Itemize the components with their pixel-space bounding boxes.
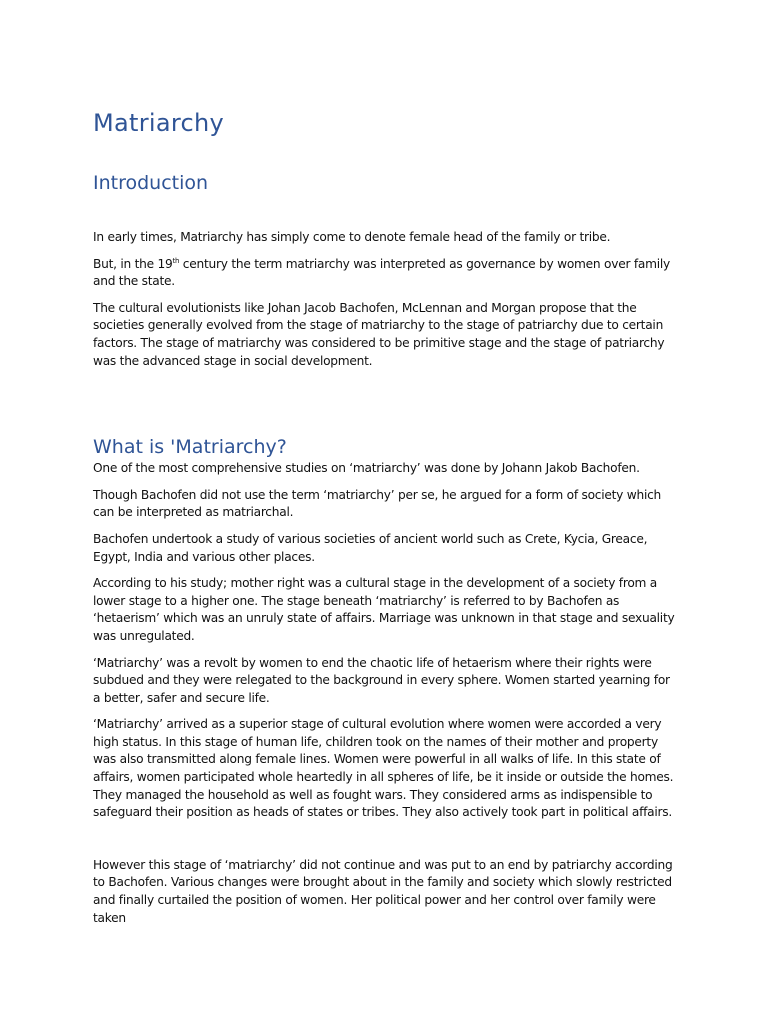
what-paragraph-5: ‘Matriarchy’ was a revolt by women to end the chaotic life of hetaerism where their rights were subdued and they were relegated to the background in every sphere. Women started yearning for a better, safer and secure life. (93, 655, 670, 705)
ordinal-superscript: th (172, 256, 180, 265)
intro-paragraph-3: The cultural evolutionists like Johan Jacob Bachofen, McLennan and Morgan propose that the societies generally evolved from the stage of matriarchy to the stage of patriarchy due to certain factors. The stage of matriarchy was considered to be primitive stage and the stage of patriarchy was the advanced stage in social development. (93, 300, 665, 368)
intro-paragraph-2-end: century the term matriarchy was interpreted as governance by women over family and the state. (93, 256, 670, 289)
document-title: Matriarchy (93, 109, 225, 137)
what-paragraph-4: According to his study; mother right was a cultural stage in the development of a society from a lower stage to a higher one. The stage beneath ‘matriarchy’ is referred to by Bachofen as ‘hetaerism’ which was an unruly state of affairs. Marriage was unknown in that stage and sexuality was unregulated. (93, 576, 675, 643)
what-paragraph-1: One of the most comprehensive studies on ‘matriarchy’ was done by Johann Jakob Bachofen. (93, 461, 640, 476)
what-paragraph-3: Bachofen undertook a study of various societies of ancient world such as Crete, Kycia, Greace, Egypt, India and various other places. (93, 531, 648, 564)
what-paragraph-7: However this stage of ‘matriarchy’ did not continue and was put to an end by patriarchy according to Bachofen. Various changes were brought about in the family and society which slowly restricted and finally curtailed the position of women. Her political power and her control over family were taken (93, 857, 673, 925)
document-body (93, 106, 675, 936)
what-is-matriarchy-heading: What is 'Matriarchy? (93, 436, 287, 459)
intro-paragraph-2 (93, 256, 675, 291)
intro-paragraph-2-start: But, in the 19 (93, 256, 173, 271)
intro-paragraph-1: In early times, Matriarchy has simply come to denote female head of the family or tribe. (93, 230, 611, 244)
what-paragraph-6: ‘Matriarchy’ arrived as a superior stage of cultural evolution where women were accorded a very high status. In this stage of human life, children took on the names of their mother and property was also transmitted along female lines. Women were powerful in all walks of life. In this state of affairs, women participated whole heartedly in all spheres of life, be it inside or outside the homes. They managed the household as well as fought wars. They considered arms as indispensible to safeguard their position as heads of states or tribes. They also actively took part in political affairs. (93, 717, 674, 820)
introduction-heading: Introduction (93, 172, 209, 194)
what-paragraph-2: Though Bachofen did not use the term ‘matriarchy’ per se, he argued for a form of society which can be interpreted as matriarchal. (93, 487, 662, 520)
